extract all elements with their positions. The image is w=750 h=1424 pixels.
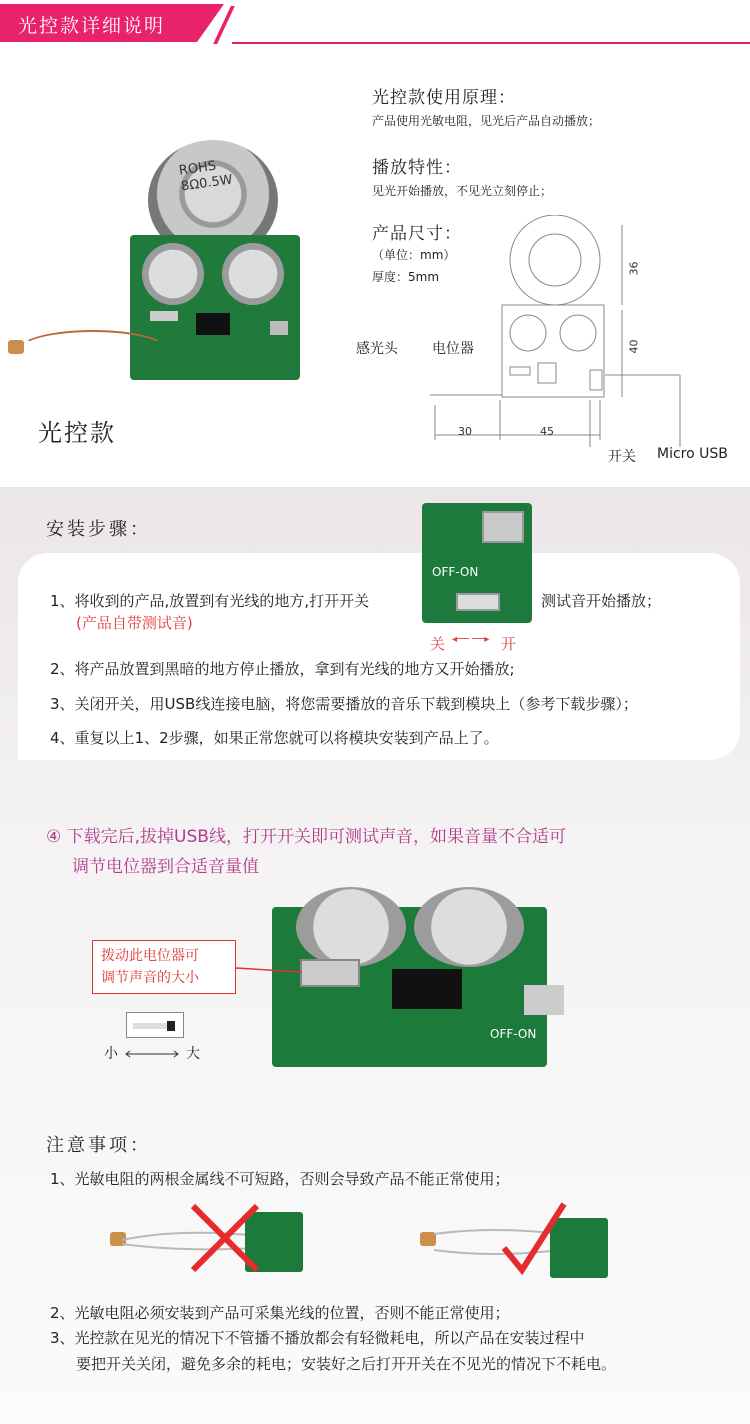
dim-40: 40 [627, 339, 641, 354]
switch-offon-label: OFF-ON [432, 565, 479, 579]
volume-large-label: 大 [186, 1046, 200, 1062]
size-thickness: 厚度：5mm [372, 270, 440, 284]
label-micro-usb: Micro USB [657, 446, 728, 462]
principle-title: 光控款使用原理： [372, 88, 516, 108]
header-slash-decoration [213, 6, 253, 44]
usb-port-image [482, 511, 524, 543]
speaker-label-line2: 8Ω0.5W [180, 172, 234, 195]
header-title: 光控款详细说明 [18, 15, 166, 37]
check-mark-icon [500, 1198, 570, 1278]
note-3-line2: 要把开关关闭，避免多余的耗电；安装好之后打开开关在不见光的情况下不耗电。 [76, 1355, 617, 1373]
label-switch: 开关 [608, 449, 636, 465]
product-caption: 光控款 [38, 419, 116, 447]
chip [196, 313, 230, 335]
dim-36: 36 [627, 261, 641, 276]
switch-component [150, 311, 178, 321]
section-header [0, 0, 750, 50]
sensor-wire [18, 330, 168, 370]
note-3-line1: 3、光控款在见光的情况下不管播不播放都会有轻微耗电，所以产品在安装过程中 [50, 1329, 585, 1347]
switch-on-label: 开 [501, 635, 517, 653]
battery-left [142, 243, 204, 305]
board-offon-label: OFF-ON [490, 1027, 537, 1041]
size-title: 产品尺寸： [372, 224, 462, 244]
pot-icon-knob [167, 1021, 175, 1031]
step-1-continue: 测试音开始播放； [541, 592, 662, 610]
header-underline [232, 42, 750, 44]
playback-title: 播放特性： [372, 158, 462, 178]
install-title: 安装步骤： [46, 519, 151, 540]
step-2-text: 2、将产品放置到黑暗的地方停止播放，拿到有光线的地方又开始播放; [50, 660, 515, 678]
volume-arrow [124, 1050, 182, 1058]
dim-30: 30 [458, 425, 472, 438]
dim-45: 45 [540, 425, 554, 438]
label-potentiometer: 电位器 [432, 341, 474, 357]
step-4-text: 4、重复以上1、2步骤，如果正常您就可以将模块安装到产品上了。 [50, 729, 499, 747]
label-sensor: 感光头 [356, 341, 398, 357]
step-1-note: (产品自带测试音) [76, 614, 193, 632]
usb-port [270, 321, 288, 335]
note-1: 1、光敏电阻的两根金属线不可短路，否则会导致产品不能正常使用； [50, 1170, 510, 1188]
potentiometer-callout [92, 940, 236, 994]
callout-line2: 调节声音的大小 [101, 970, 199, 986]
switch-photo [422, 503, 532, 623]
step-1-text: 1、将收到的产品,放置到有光线的地方,打开开关 [50, 592, 370, 610]
principle-text: 产品使用光敏电阻，见光后产品自动播放； [372, 114, 601, 128]
potentiometer-icon [126, 1012, 184, 1038]
size-unit: （单位：mm） [372, 248, 456, 262]
volume-small-label: 小 [104, 1046, 118, 1062]
chip-closeup [392, 969, 462, 1009]
step4-detail-line1: ④ 下载完后,拔掉USB线，打开开关即可测试声音，如果音量不合适可 [46, 827, 566, 847]
playback-text: 见光开始播放，不见光立刻停止； [372, 184, 553, 198]
callout-pointer [236, 960, 306, 980]
usb-closeup [524, 985, 564, 1015]
note-2: 2、光敏电阻必须安装到产品可采集光线的位置，否则不能正常使用； [50, 1304, 510, 1322]
callout-line1: 拨动此电位器可 [101, 948, 199, 964]
switch-off-label: 关 [430, 635, 446, 653]
notes-title: 注意事项： [46, 1135, 151, 1156]
cross-mark-icon [185, 1198, 265, 1278]
step-3-text: 3、关闭开关，用USB线连接电脑，将您需要播放的音乐下载到模块上（参考下载步骤）； [50, 695, 638, 713]
pcb-closeup-image [272, 907, 547, 1067]
switch-arrow: ◂── ──▸ [452, 634, 490, 645]
battery-closeup-left [296, 887, 406, 967]
battery-right [222, 243, 284, 305]
speaker-label-line1: ROHS [178, 158, 218, 179]
step4-detail-line2: 调节电位器到合适音量值 [72, 857, 259, 877]
battery-closeup-right [414, 887, 524, 967]
slide-switch-image [456, 593, 500, 611]
potentiometer-image [300, 959, 360, 987]
photoresistor [8, 340, 24, 354]
